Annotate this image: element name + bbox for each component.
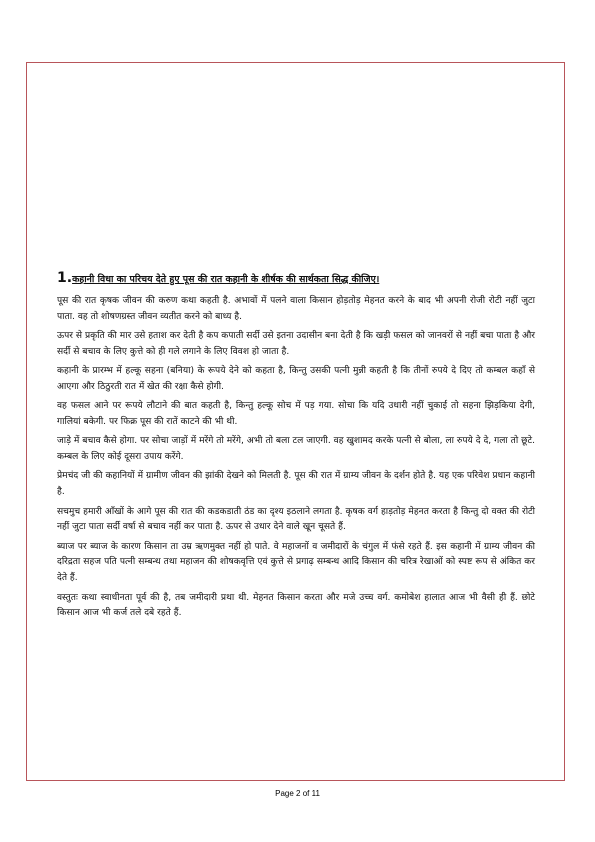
paragraph-1: पूस की रात कृषक जीवन की करुण कथा कहती है. अभावों में पलने वाला किसान होड़तोड़ मेहनत करने के बाद भी अपनी रोजी रोटी नहीं जुटा पाता. वह तो शोषणग्रस्त जीवन व्यतीत करने को बाध्य है. [57, 296, 535, 322]
paragraph-2: ऊपर से प्रकृति की मार उसे हताश कर देती है कप कपाती सर्दी उसे इतना उदासीन बना देती है कि खड़ी फसल को जानवरों से नहीं बचा पाता है और सर्दी से बचाव के लिए कुत्ते को ही गले लगाने के लिए विवश हो जाता है. [57, 331, 535, 357]
question-heading [57, 270, 535, 288]
document-body [57, 270, 535, 626]
paragraph-4: वह फसल आने पर रूपये लौटाने की बात कहती है, किन्तु हल्कू सोच में पड़ गया. सोचा कि यदि उधारी नहीं चुकाई तो सहना झिड़किया देगी, गालियां बकेगी. पर फिक्र पूस की रातें काटने की भी थी. [57, 401, 535, 428]
paragraph-7: सचमुच हमारी आँखों के आगे पूस की रात की कडकडाती ठंड का दृश्य इठलाने लगता है. कृषक वर्ग हाड़तोड़ मेहनत करता है किन्तु दो वक्त की रोटी नहीं जुटा पाता सर्दी वर्षा से बचाव नहीं कर पाता है. ऊपर से उधार देने वाले खून चूसते हैं. [57, 506, 535, 533]
paragraph-6: प्रेमचंद जी की कहानियों में ग्रामीण जीवन की झांकी देखने को मिलती है. पूस की रात में ग्राम्य जीवन के दर्शन होते है. यह एक परिवेश प्रधान कहानी है. [57, 471, 535, 498]
paragraph-3: कहानी के प्रारम्भ में हल्कू सहना (बनिया) के रूपये देने को कहता है, किन्तु उसकी पत्नी मुन्नी कहती है कि तीनों रुपये दे दिए तो कम्बल कहाँ से आएगा और ठिठुरती रात में खेत की रक्षा कैसे होगी. [57, 366, 535, 392]
page-number: Page 2 of 11 [275, 789, 320, 798]
question-text: कहानी विधा का परिचय देते हुए पूस की रात कहानी के शीर्षक की सार्थकता सिद्ध कीजिए। [72, 274, 380, 285]
question-number: 1. [57, 270, 73, 286]
paragraph-8: ब्याज पर ब्याज के कारण किसान ता उम्र ऋणमुक्त नहीं हो पाते. वे महाजनों व जमीदारों के चंगुल में फंसे रहते हैं. इस कहानी में ग्राम्य जीवन की दरिद्रता सहज पति पत्नी सम्बन्ध तथा महाजन की शोषकवृत्ति एवं कुत्ते से प्रगाढ़ सम्बन्ध आदि किसान की चरित्र रेखाओं को स्पष्ट रूप से अंकित कर देते हैं. [57, 541, 535, 584]
paragraph-5: जाड़े में बचाव कैसे होगा. पर सोचा जाड़ों में मरेंगे तो मरेंगे, अभी तो बला टल जाएगी. वह खुशामद करके पत्नी से बोला, ला रुपये दे दे, गला तो छूटे. कम्बल के लिए कोई दूसरा उपाय करेंगे. [57, 436, 535, 463]
paragraph-9: वस्तुतः कथा स्वाधीनता पूर्व की है, तब जमीदारी प्रथा थी. मेहनत किसान करता और मजे उच्च वर्ग. कमोबेश हालात आज भी वैसी ही हैं. छोटे किसान आज भी कर्ज तले दबे रहते हैं. [57, 592, 535, 619]
